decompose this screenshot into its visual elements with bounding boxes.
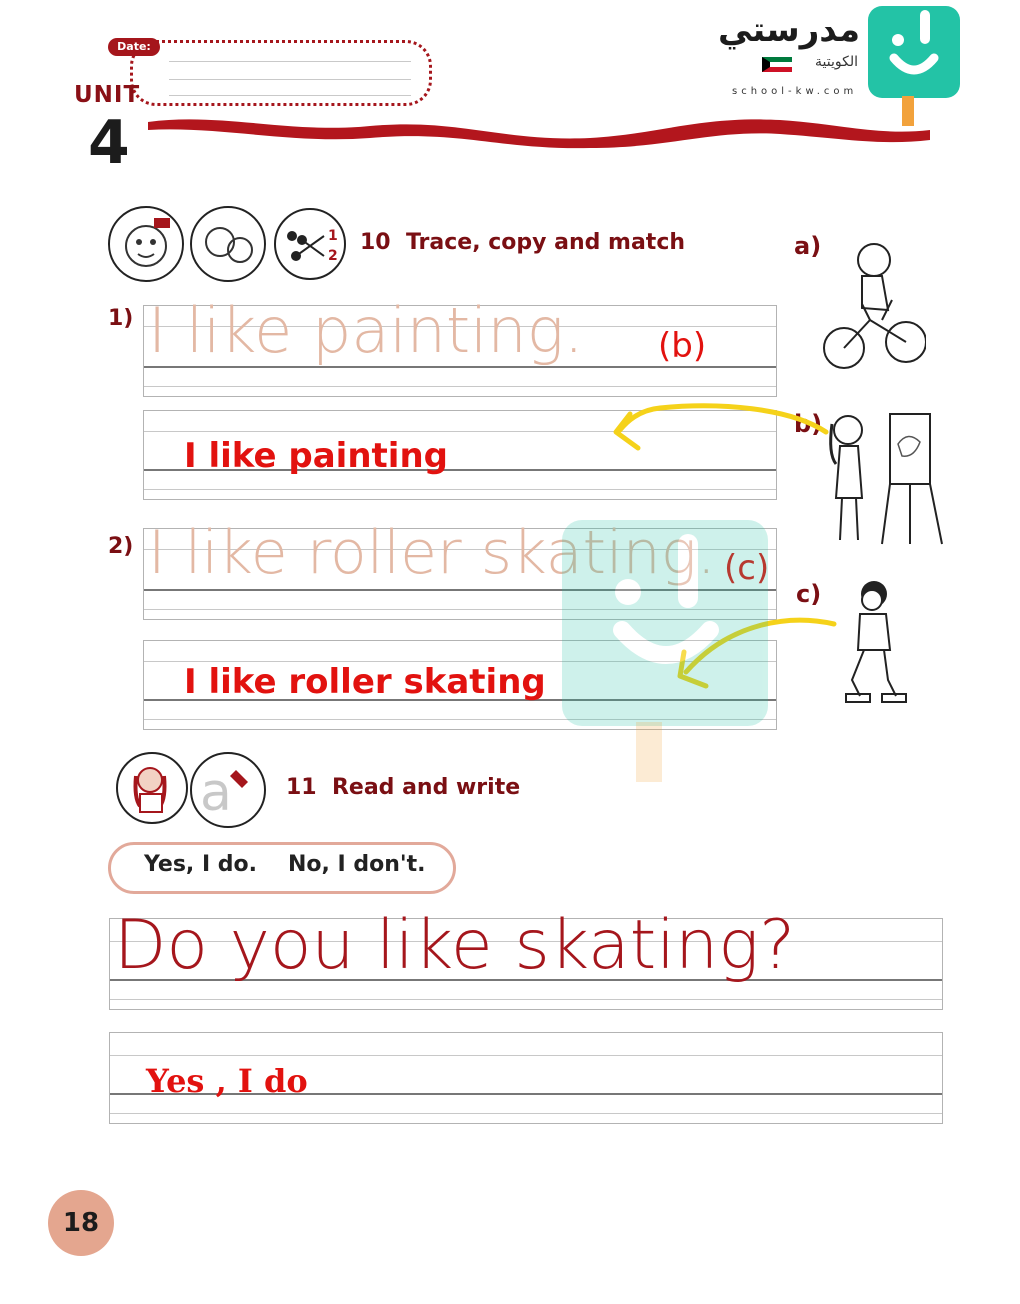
date-field[interactable] — [130, 40, 432, 106]
watermark-smile-icon — [562, 520, 768, 726]
listen-character-icon — [108, 206, 184, 282]
choice-no: No, I don't. — [288, 852, 426, 877]
girl-writing-icon — [116, 752, 188, 824]
brand-subtitle: الكويتية — [815, 54, 858, 70]
watermark-stick — [636, 722, 662, 782]
trace-text-1: I like painting. — [148, 294, 584, 367]
boy-cycling-picture — [822, 230, 926, 378]
match-dots-icon — [274, 208, 346, 280]
exercise-11-title: 11 Read and write — [286, 775, 521, 800]
svg-text:a: a — [200, 763, 232, 823]
choice-yes: Yes, I do. — [144, 852, 258, 877]
picture-label-b: b) — [794, 410, 823, 438]
brand-name: مدرستي — [718, 10, 860, 50]
exercise-10-title: 10 Trace, copy and match — [360, 230, 686, 255]
pair-characters-icon — [190, 206, 266, 282]
copy-answer-2: I like roller skating — [184, 662, 546, 702]
svg-text:1: 1 — [328, 228, 338, 244]
picture-label-c: c) — [796, 580, 822, 608]
date-label: Date: — [108, 38, 160, 56]
copy-answer-1: I like painting — [184, 436, 448, 476]
question-text: Do you like skating? — [114, 906, 796, 985]
match-answer-1: (b) — [658, 326, 707, 366]
boy-roller-skating-picture — [830, 576, 910, 712]
match-arrow-b — [600, 396, 840, 516]
match-answer-2: (c) — [724, 548, 770, 588]
picture-label-a: a) — [794, 232, 822, 260]
page-number: 18 — [48, 1190, 114, 1256]
item-1-number: 1) — [108, 306, 134, 331]
item-2-number: 2) — [108, 534, 134, 559]
smile-logo-icon — [868, 6, 960, 98]
watermark-logo — [562, 520, 768, 726]
brand-logo — [868, 6, 960, 98]
answer-text: Yes , I do — [146, 1062, 308, 1100]
unit-label: UNIT — [74, 82, 141, 108]
red-brush-stroke — [140, 108, 940, 152]
svg-text:2: 2 — [328, 248, 338, 264]
letter-a-pencil-icon — [190, 752, 266, 828]
unit-number: 4 — [88, 108, 130, 178]
trace-text-2: I like roller skating. — [148, 518, 716, 588]
brand-url: school-kw.com — [732, 86, 858, 97]
logo-stick — [902, 96, 914, 126]
